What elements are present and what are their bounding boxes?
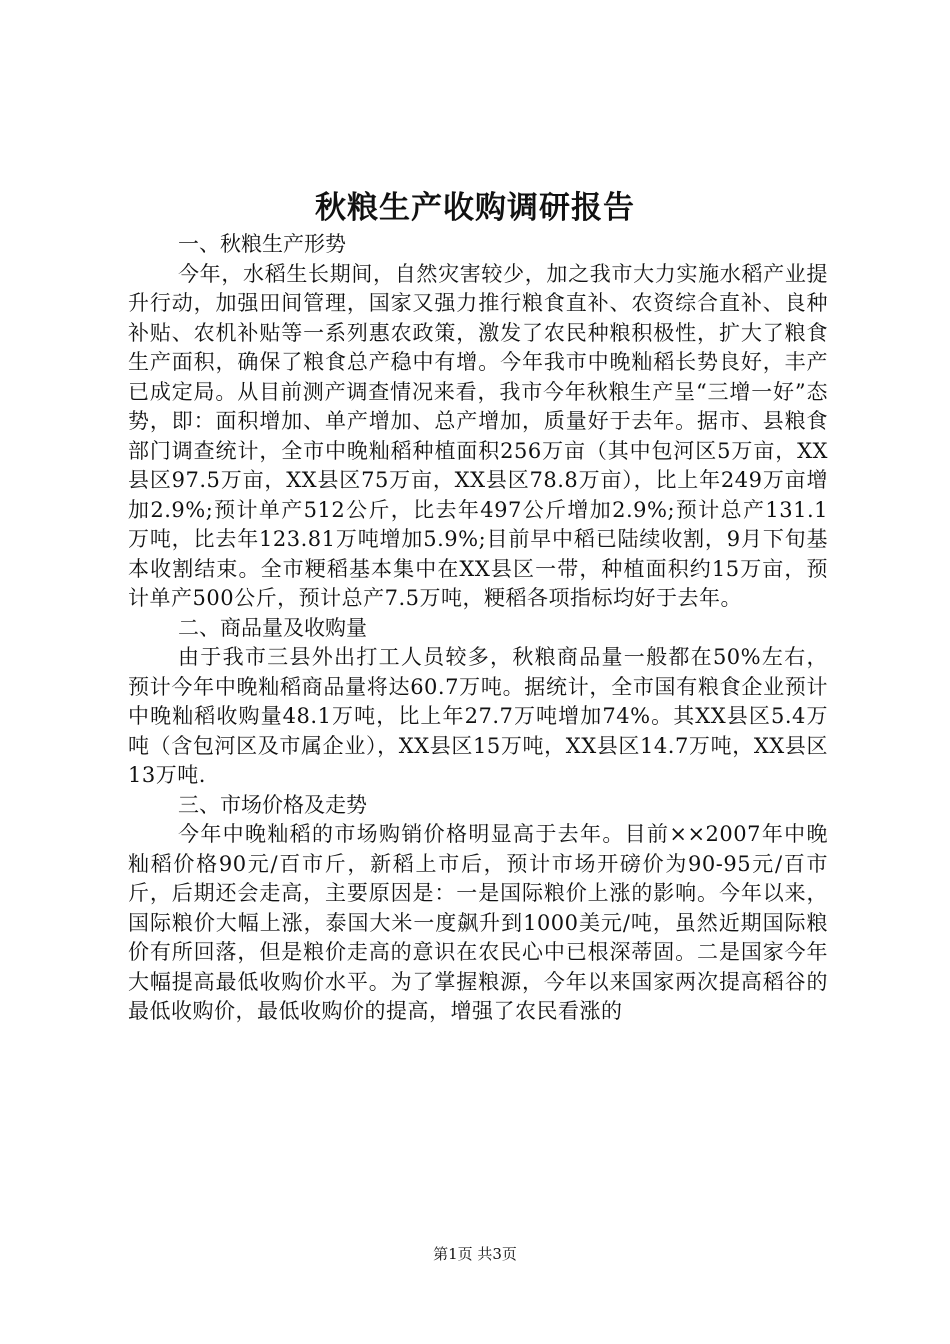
document-title: 秋粮生产收购调研报告 xyxy=(315,190,635,226)
section-paragraph-commodity: 由于我市三县外出打工人员较多，秋粮商品量一般都在50%左右，预计今年中晚籼稻商品量将达60.7万吨。据统计，全市国有粮食企业预计中晚籼稻收购量48.1万吨，比上年27.7万吨增加74%。其XX县区5.4万吨（含包河区及市属企业），XX县区15万吨，XX县区14.7万吨，XX县区13万吨. xyxy=(128,645,828,787)
document-body xyxy=(128,230,828,1027)
section-heading-production: 一、秋粮生产形势 xyxy=(178,232,346,256)
section-heading-commodity: 二、商品量及收购量 xyxy=(178,615,367,640)
section-paragraph-market: 今年中晚籼稻的市场购销价格明显高于去年。目前××2007年中晚籼稻价格90元/百市斤，新稻上市后，预计市场开磅价为90-95元/百市斤，后期还会走高，主要原因是：一是国际粮价上涨的影响。今年以来，国际粮价大幅上涨，泰国大米一度飙升到1000美元/吨，虽然近期国际粮价有所回落，但是粮价走高的意识在农民心中已根深蒂固。二是国家今年大幅提高最低收购价水平。为了掌握粮源，今年以来国家两次提高稻谷的最低收购价，最低收购价的提高，增强了农民看涨的 xyxy=(128,822,828,1023)
section-heading-market: 三、市场价格及走势 xyxy=(178,792,367,817)
page-number-footer: 第1页 共3页 xyxy=(433,1245,517,1263)
section-paragraph-production: 今年，水稻生长期间，自然灾害较少，加之我市大力实施水稻产业提升行动，加强田间管理，国家又强力推行粮食直补、农资综合直补、良种补贴、农机补贴等一系列惠农政策，激发了农民种粮积极性，扩大了粮食生产面积，确保了粮食总产稳中有增。今年我市中晚籼稻长势良好，丰产已成定局。从目前测产调查情况来看，我市今年秋粮生产呈“三增一好”态势，即：面积增加、单产增加、总产增加，质量好于去年。据市、县粮食部门调查统计，全市中晚籼稻种植面积256万亩（其中包河区5万亩，XX县区97.5万亩，XX县区75万亩，XX县区78.8万亩），比上年249万亩增加2.9%;预计单产512公斤，比去年497公斤增加2.9%;预计总产131.1万吨，比去年123.81万吨增加5.9%;目前早中稻已陆续收割，9月下旬基本收割结束。全市粳稻基本集中在XX县区一带，种植面积约15万亩，预计单产500公斤，预计总产7.5万吨，粳稻各项指标均好于去年。 xyxy=(128,261,828,610)
